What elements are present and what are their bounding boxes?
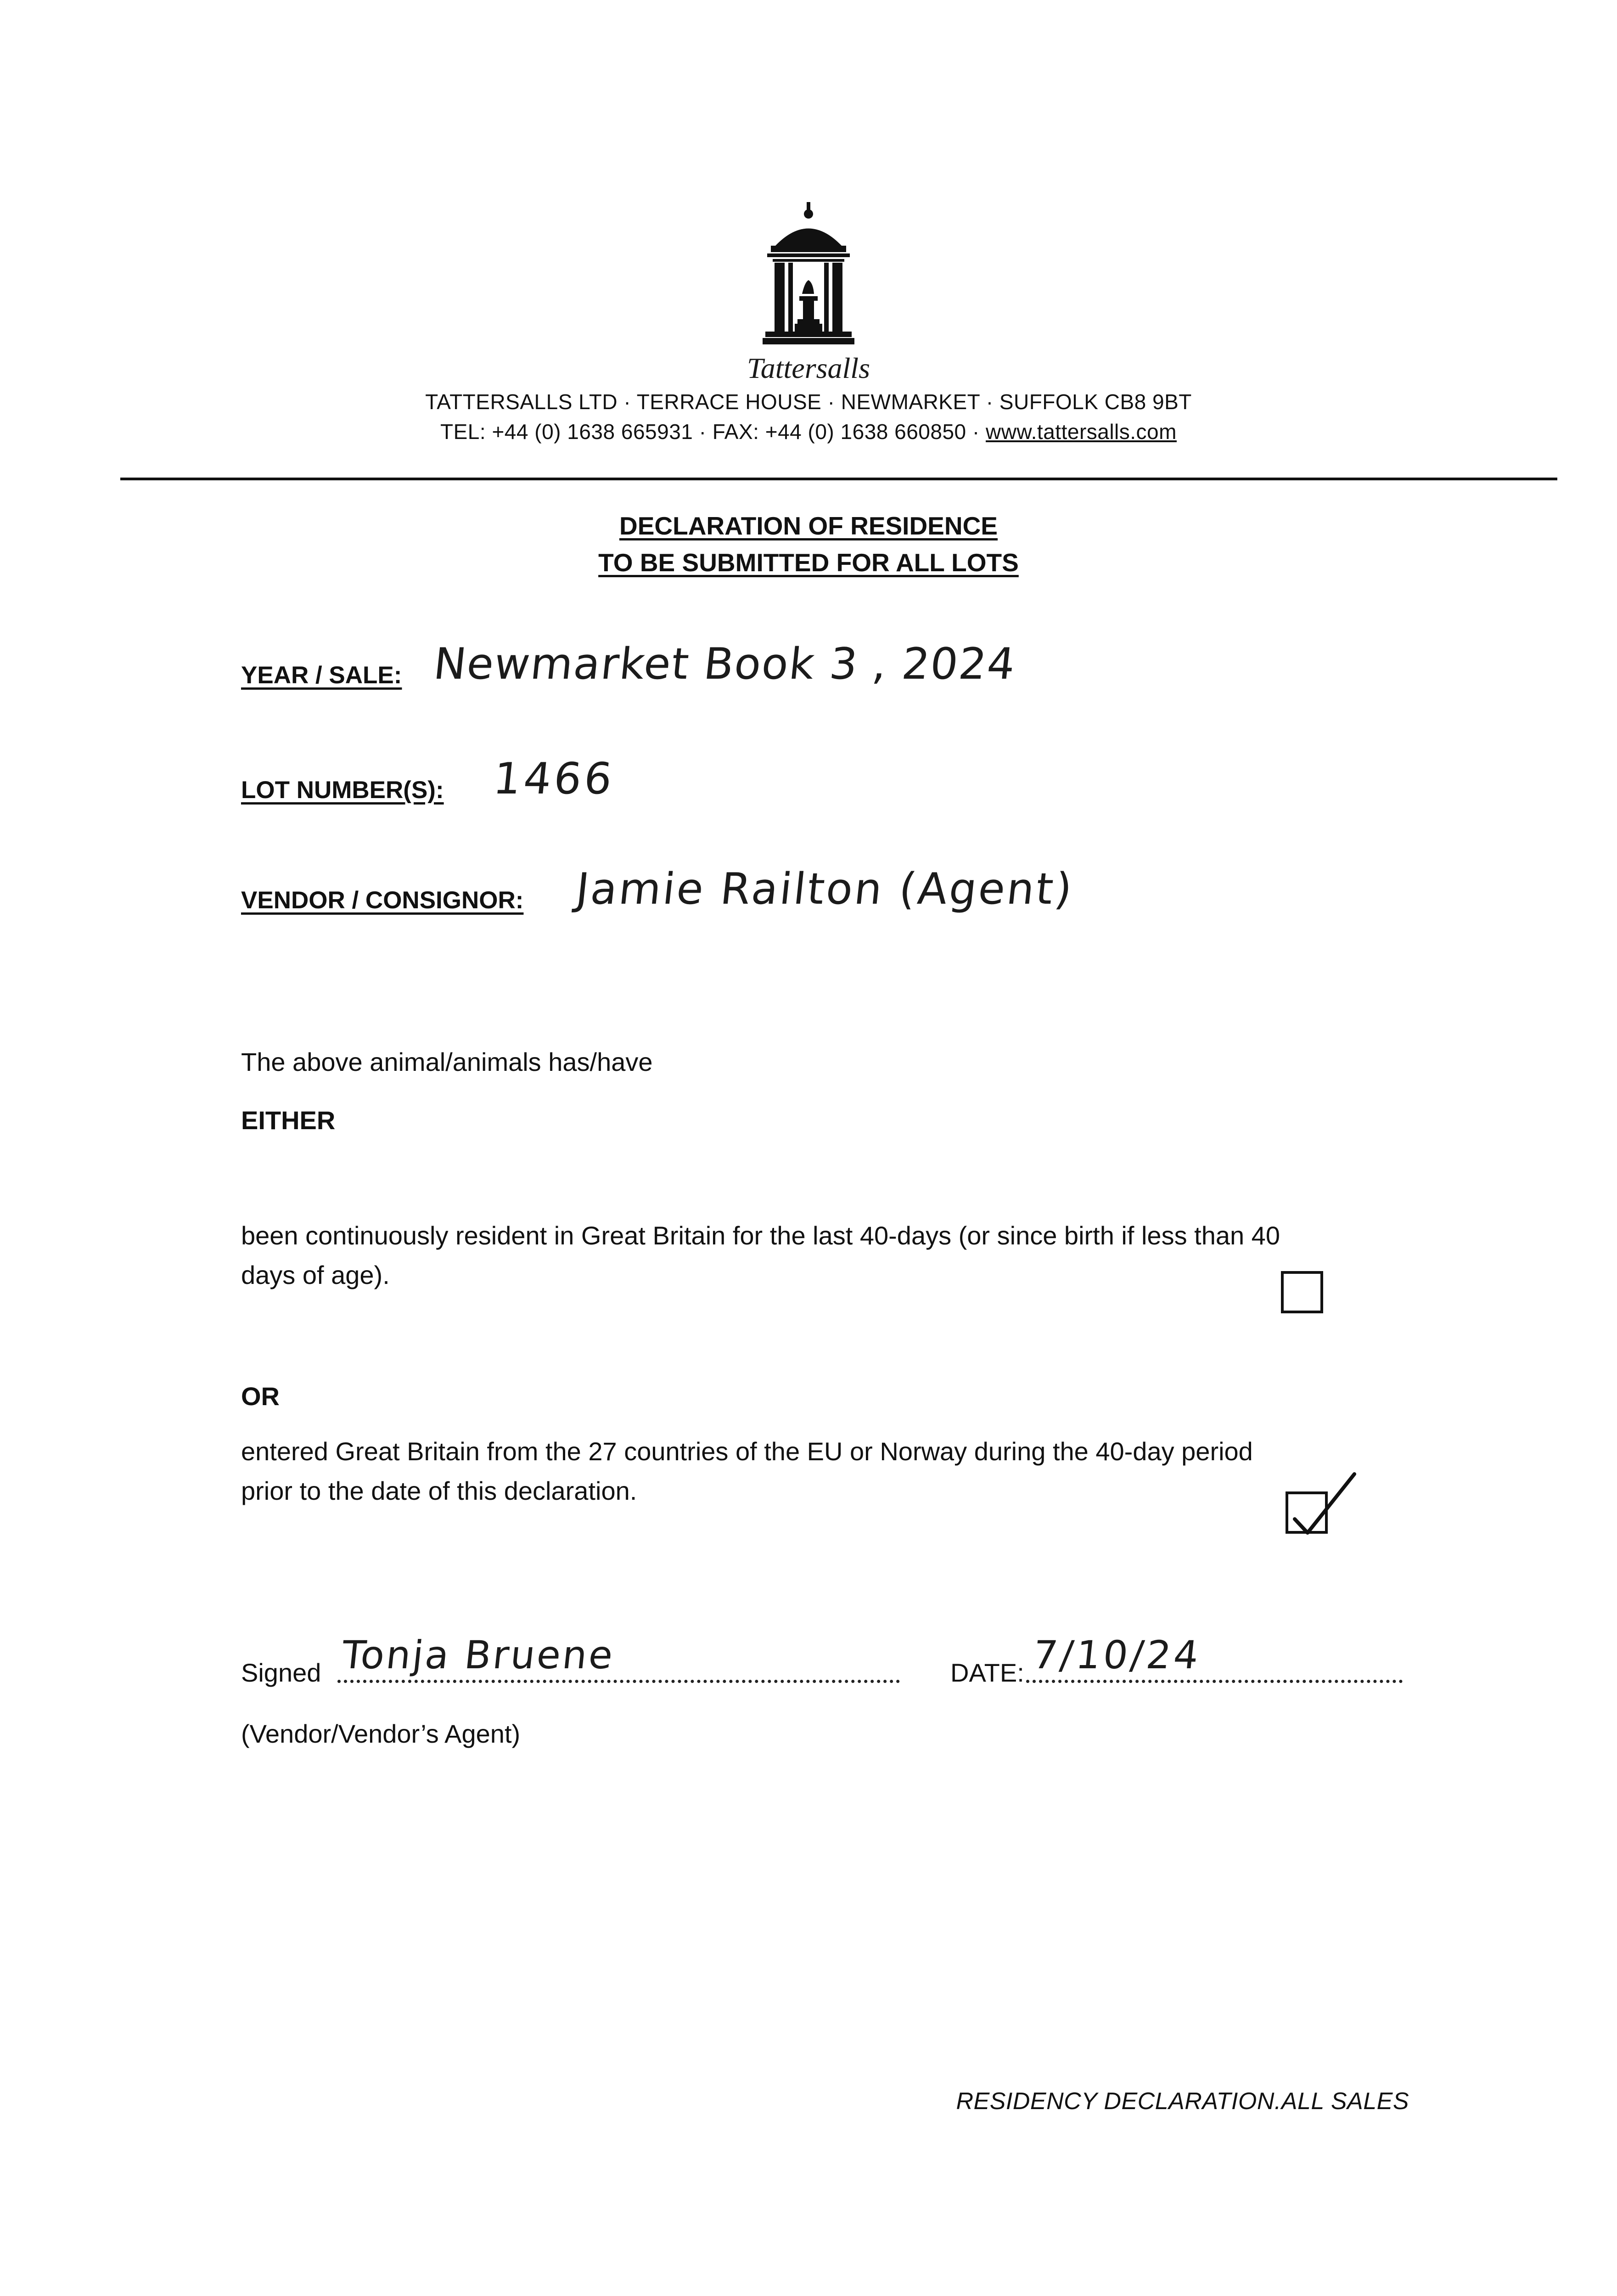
vendor-consignor-value[interactable]: Jamie Railton (Agent): [573, 864, 1076, 914]
option2-line1: entered Great Britain from the 27 countries of the EU or Norway during the 40-day period: [241, 1437, 1253, 1466]
year-sale-label: YEAR / SALE:: [241, 662, 402, 689]
website-link[interactable]: www.tattersalls.com: [986, 420, 1177, 444]
either-label: EITHER: [241, 1106, 336, 1135]
year-sale-value[interactable]: Newmarket Book 3 , 2024: [431, 639, 1018, 689]
lot-numbers-label: LOT NUMBER(S):: [241, 777, 444, 804]
company-address: TATTERSALLS LTD · TERRACE HOUSE · NEWMARKET · SUFFOLK CB8 9BT: [425, 390, 1192, 414]
signed-label: Signed: [241, 1658, 321, 1687]
document-title: DECLARATION OF RESIDENCE: [619, 512, 998, 540]
checkmark-icon: [1281, 1465, 1359, 1538]
tattersalls-logo: [763, 202, 854, 354]
option1-line2: days of age).: [241, 1261, 390, 1289]
date-line: [1026, 1680, 1403, 1683]
option2-line2: prior to the date of this declaration.: [241, 1476, 637, 1505]
lot-numbers-value[interactable]: 1466: [491, 754, 617, 804]
document-subtitle: TO BE SUBMITTED FOR ALL LOTS: [598, 548, 1019, 577]
header-divider: [120, 478, 1557, 480]
signature-value[interactable]: Tonja Bruene: [339, 1632, 617, 1677]
option1-checkbox[interactable]: [1281, 1271, 1323, 1313]
company-contact: [0, 419, 1617, 444]
or-label: OR: [241, 1382, 280, 1411]
brand-name: Tattersalls: [747, 352, 870, 384]
signatory-role: (Vendor/Vendor’s Agent): [241, 1719, 521, 1748]
signature-line: [337, 1680, 900, 1683]
date-value[interactable]: 7/10/24: [1030, 1632, 1203, 1677]
vendor-consignor-label: VENDOR / CONSIGNOR:: [241, 887, 524, 914]
intro-text: The above animal/animals has/have: [241, 1047, 653, 1076]
date-label: DATE:: [950, 1658, 1024, 1687]
contact-numbers: TEL: +44 (0) 1638 665931 · FAX: +44 (0) 1638 660850 ·: [440, 420, 986, 444]
footer-label: RESIDENCY DECLARATION.ALL SALES: [956, 2088, 1409, 2115]
option1-line1: been continuously resident in Great Britain for the last 40-days (or since birth if less than 40: [241, 1221, 1280, 1250]
